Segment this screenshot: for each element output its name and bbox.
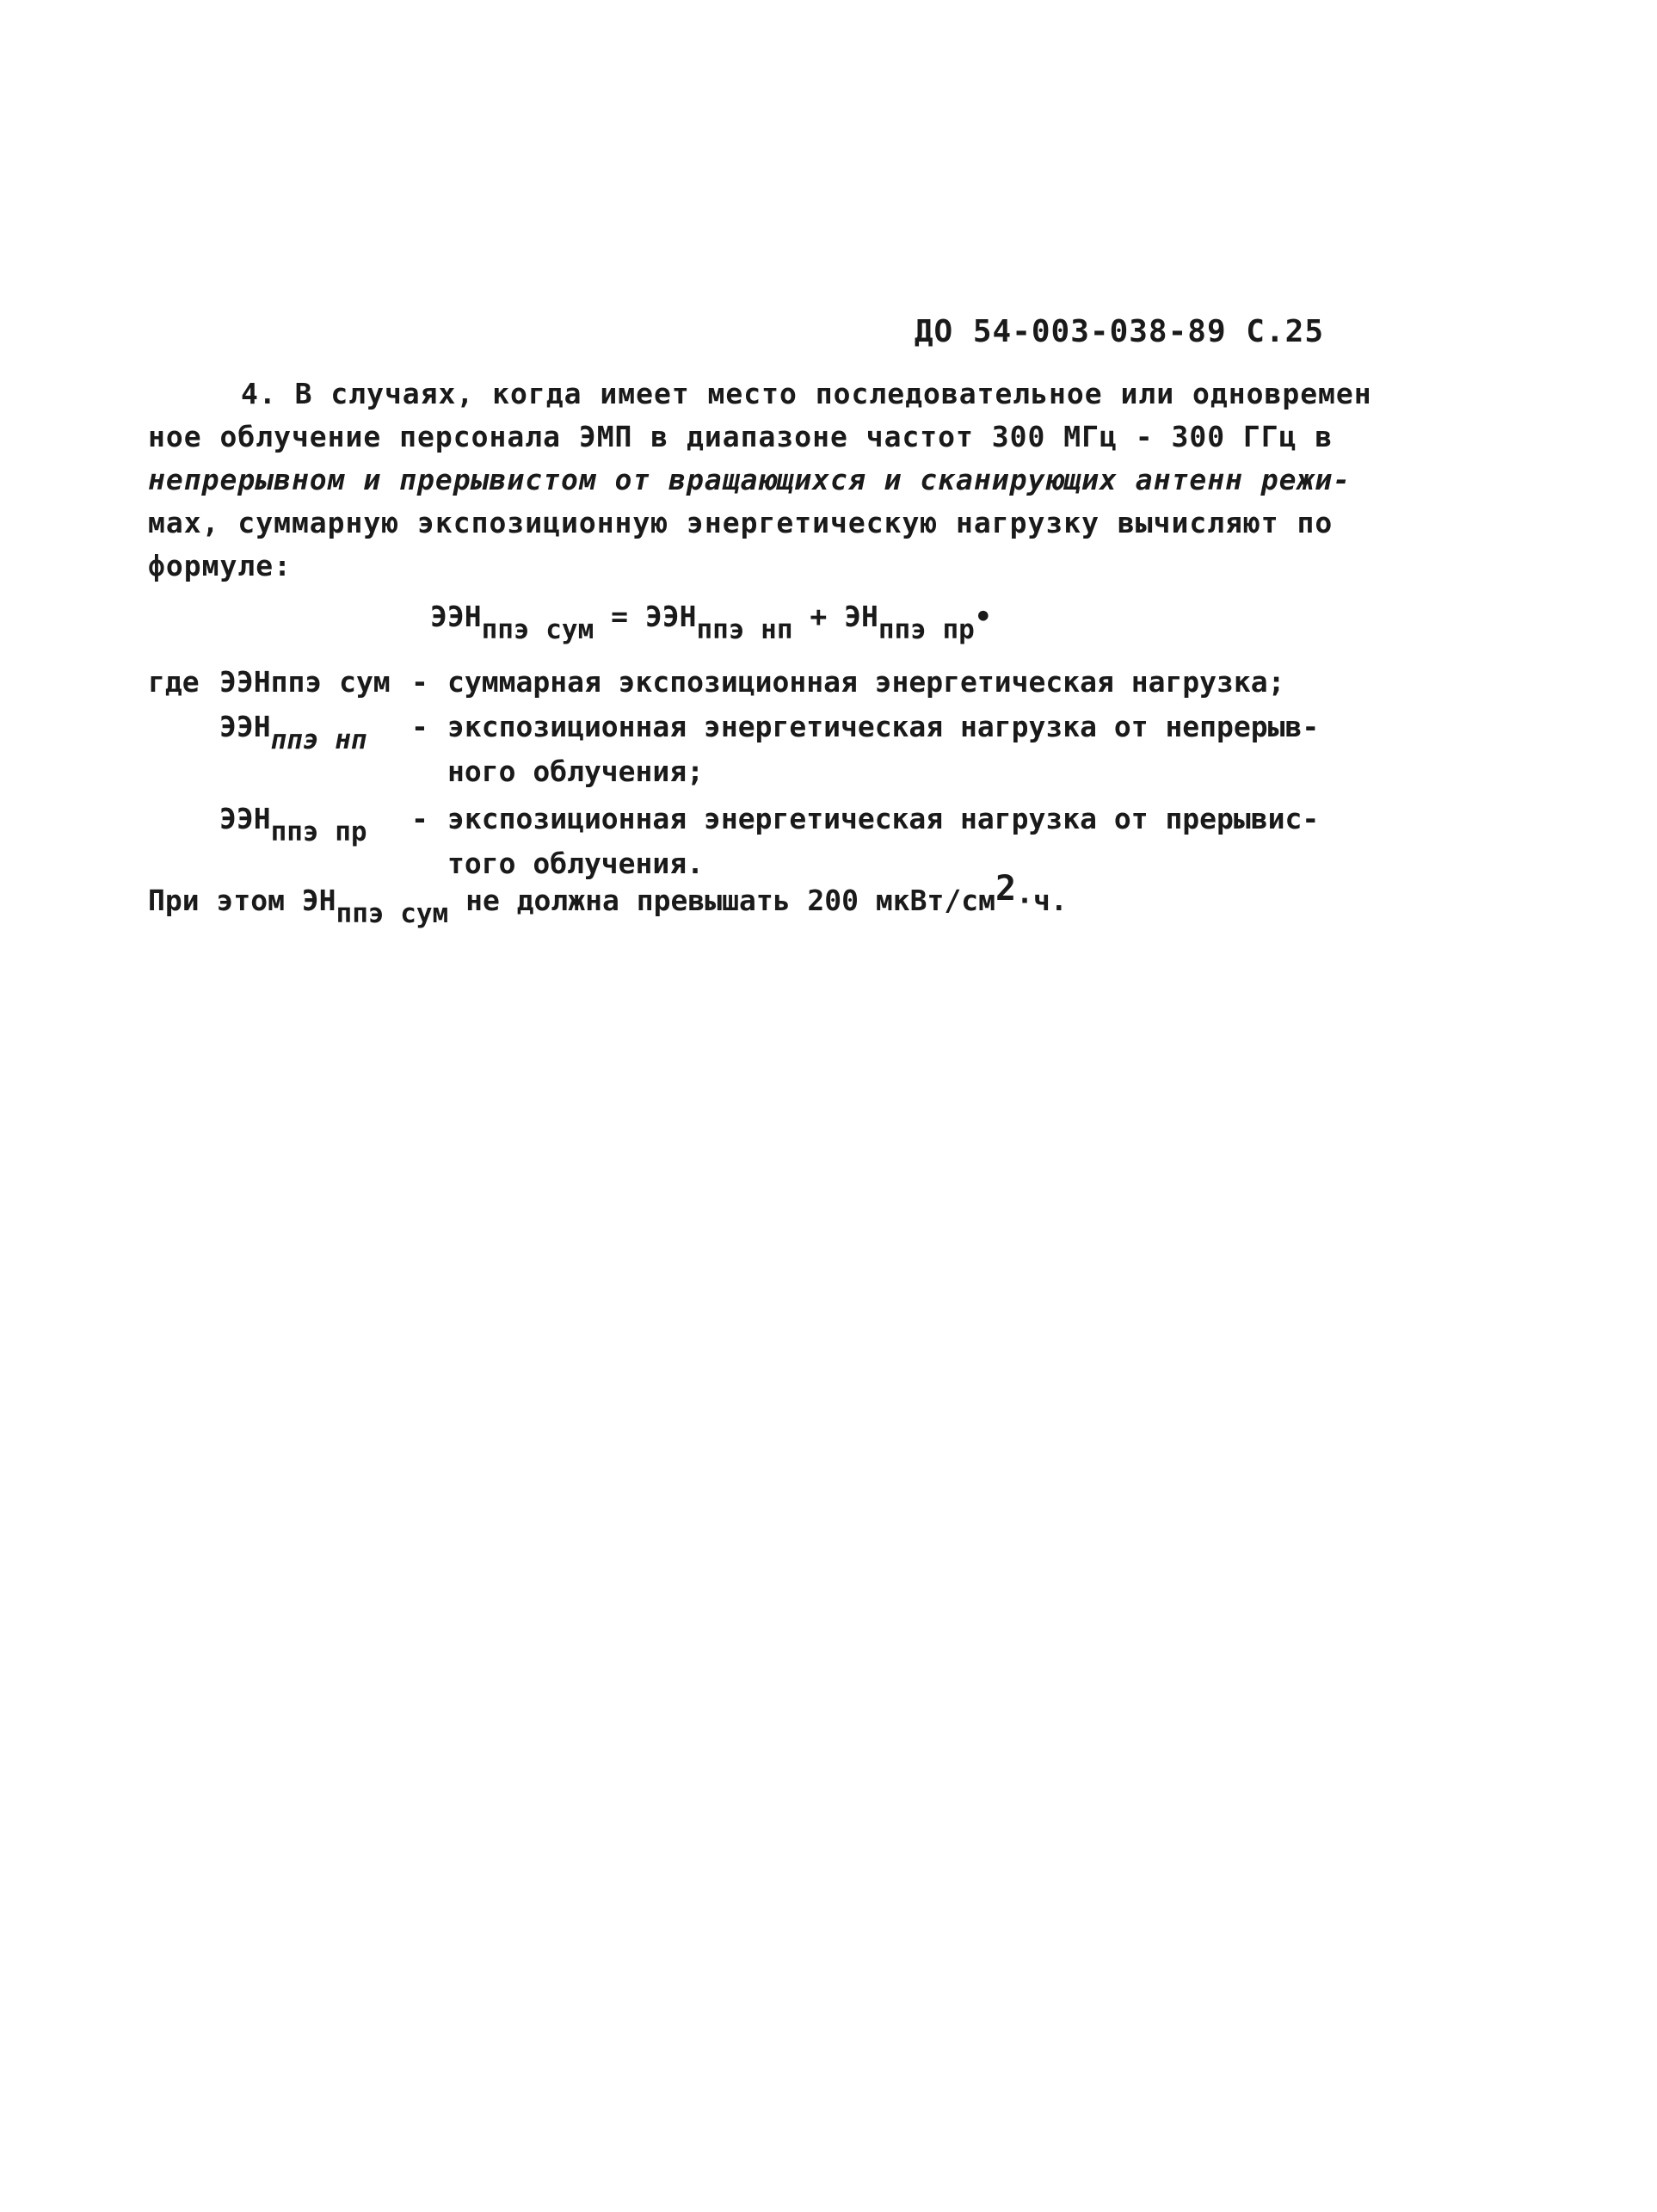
- definition-desc-2-line-1: экспозиционная энергетическая нагрузка от непрерыв-: [447, 710, 1320, 743]
- definition-term-2: ЭЭНппэ нп: [219, 710, 367, 755]
- definition-dash-1: -: [411, 665, 428, 699]
- note-sup: 2: [995, 869, 1017, 909]
- document-header: ДО 54-003-038-89 С.25: [914, 314, 1324, 349]
- note-sub: ппэ сум: [336, 898, 449, 929]
- note-prefix: При этом ЭН: [148, 884, 336, 917]
- formula-end: •: [974, 600, 992, 633]
- definition-dash-2: -: [411, 710, 428, 743]
- paragraph-line-3: непрерывном и прерывистом от вращающихся и сканирующих антенн режи-: [148, 463, 1352, 496]
- definition-desc-2-line-2: ного облучения;: [447, 755, 705, 788]
- formula: [430, 600, 992, 645]
- definition-desc-1-line-1: суммарная экспозиционная энергетическая нагрузка;: [447, 665, 1285, 699]
- formula-lhs-sub: ппэ сум: [481, 614, 594, 645]
- definition-dash-3: -: [411, 802, 428, 835]
- paragraph-line-5: формуле:: [148, 549, 292, 582]
- formula-term2: ЭН: [844, 600, 878, 633]
- definition-term-2-sub: ппэ нп: [270, 724, 367, 755]
- definition-term-3-sub: ппэ пр: [270, 816, 367, 847]
- definition-desc-3-line-2: того облучения.: [447, 847, 705, 880]
- definition-desc-3-line-1: экспозиционная энергетическая нагрузка от прерывис-: [447, 802, 1320, 835]
- definition-term-1: ЭЭНппэ сум: [219, 665, 391, 699]
- formula-equals: =: [611, 600, 629, 633]
- paragraph-line-2: ное облучение персонала ЭМП в диапазоне частот 300 МГц - 300 ГГц в: [148, 420, 1334, 453]
- paragraph-line-1: 4. В случаях, когда имеет место последовательное или одновремен: [241, 377, 1372, 410]
- paragraph-line-4: мах, суммарную экспозиционную энергетическую нагрузку вычисляют по: [148, 506, 1334, 539]
- definition-term-3: ЭЭНппэ пр: [219, 802, 367, 847]
- formula-lhs: ЭЭН: [430, 600, 482, 633]
- note-suffix: ·ч.: [1016, 884, 1068, 917]
- note-line: [148, 869, 1068, 929]
- formula-plus: +: [810, 600, 828, 633]
- definition-where: где: [148, 665, 200, 699]
- note-middle: не должна превышать 200 мкВт/см: [465, 884, 995, 917]
- formula-term1: ЭЭН: [644, 600, 697, 633]
- formula-term1-sub: ппэ нп: [696, 614, 793, 645]
- formula-term2-sub: ппэ пр: [878, 614, 975, 645]
